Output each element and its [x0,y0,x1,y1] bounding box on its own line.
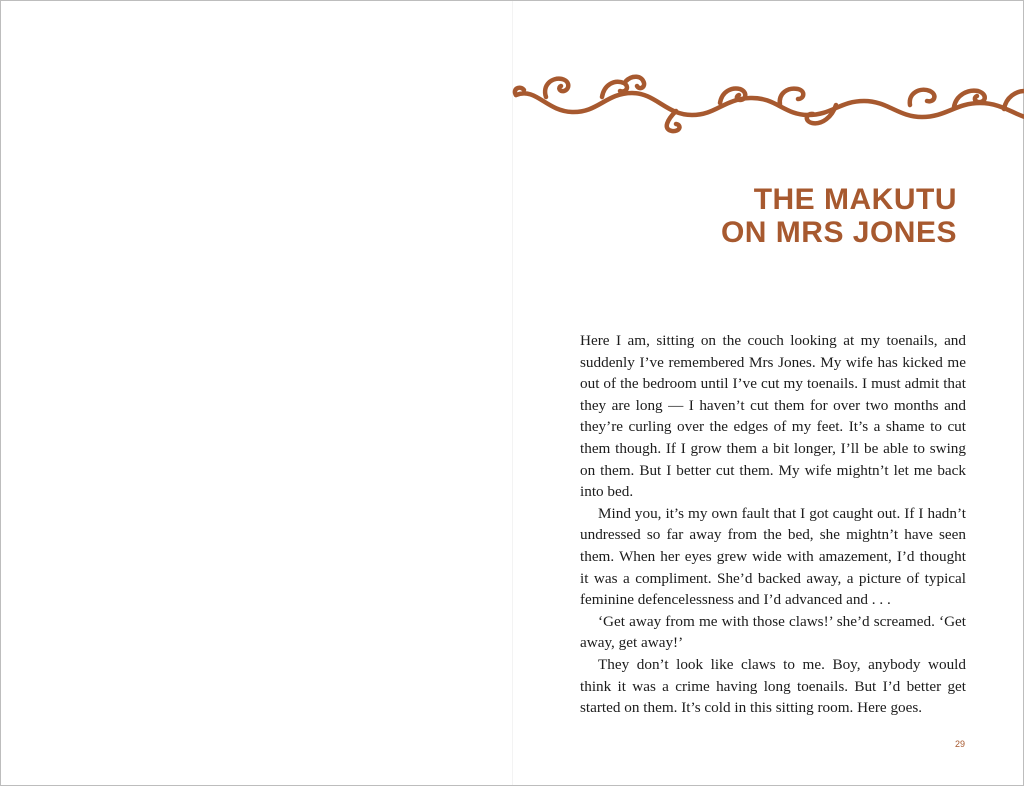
koru-vine-ornament-icon [506,67,1024,139]
paragraph: ‘Get away from me with those claws!’ she’d screamed. ‘Get away, get away!’ [580,612,966,652]
paragraph: Mind you, it’s my own fault that I got caught out. If I hadn’t undressed so far away from the bed, she mightn’t have seen them. When her eyes grew wide with amazement, I’d thought it was a compliment. She’d backed away, a picture of typical feminine defencelessness and I’d advanced and . . . [580,504,966,609]
chapter-body [580,330,966,719]
chapter-title-line-1: THE MAKUTU [753,183,957,216]
paragraph: Here I am, sitting on the couch looking at my toenails, and suddenly I’ve remembered Mrs Jones. My wife has kicked me out of the bedroom until I’ve cut my toenails. I must admit that they are long — I haven’t cut them for over two months and they’re curling over the edges of my feet. It’s a shame to cut them though. If I grow them a bit longer, I’ll be able to swing on them. But I better cut them. My wife mightn’t let me back into bed. [580,332,966,501]
page-number: 29 [955,739,966,749]
chapter-title [597,183,957,249]
chapter-title-line-2: ON MRS JONES [720,216,957,249]
paragraph: They don’t look like claws to me. Boy, anybody would think it was a crime having long toenails. But I’d better get started on them. It’s cold in this sitting room. Here goes. [580,655,966,717]
